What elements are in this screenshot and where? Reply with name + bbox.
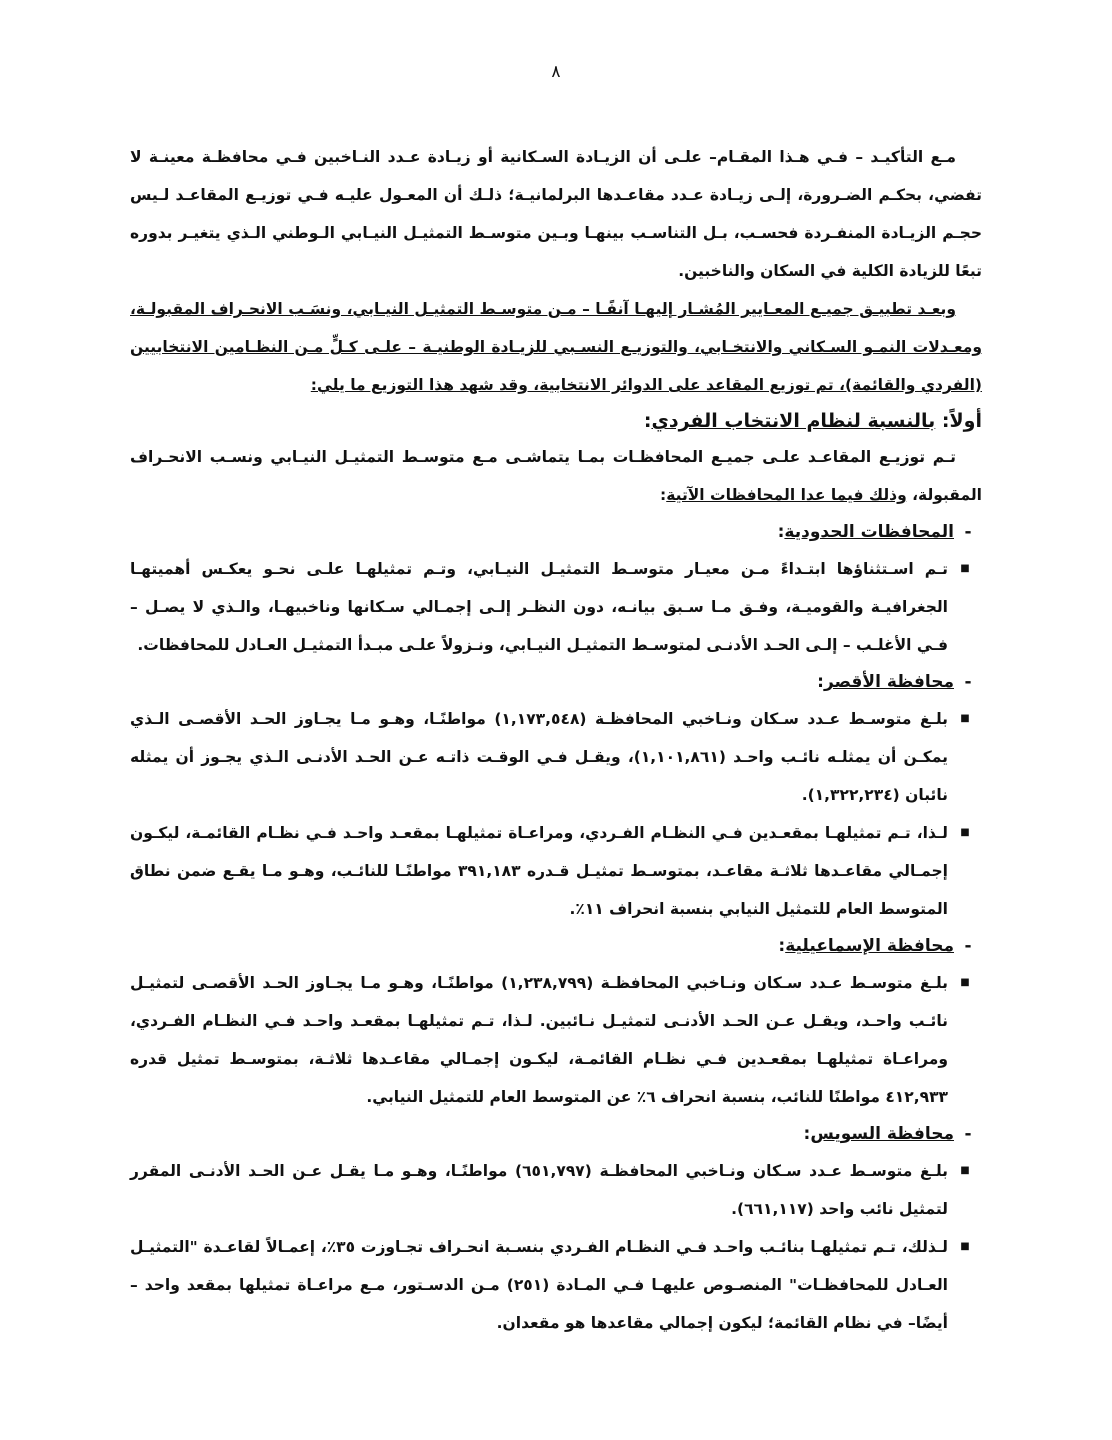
bullet-text: تـم اسـتثناؤها ابتـداءً مـن معيـار متوسـط التمثيـل النيـابي، وتـم تمثيلهـا علـى نحـو يعكـس أهميتهـا الجغرافيـة والقوميـة، وفـق مـا سـبق بيانـه، دون النظـر إلـى إجمـالي سـكانها وناخبيهـا، والـذي لا يصـل – فـي الأغلـب – إلـى الحـد الأدنـى لمتوسـط التمثيـل النيـابي، ونـزولاً علـى مبـدأ التمثيـل العـادل للمحافظات. bbox=[130, 560, 948, 654]
bullet-text: لـذا، تـم تمثيلهـا بمقعـدين فـي النظـام الفـردي، ومراعـاة تمثيلهـا بمقعـد واحـد فـي نظـام القائمـة، ليكـون إجمـالي مقاعـدها ثلاثـة مقاعـد، بمتوسـط تمثيـل قـدره ٣٩١,١٨٣ مواطنًـا للنائـب، وهـو مـا يقـع ضمن نطاق المتوسط العام للتمثيل النيابي بنسبة انحراف ١١٪. bbox=[130, 824, 948, 918]
group-title: محافظة السويس bbox=[810, 1124, 954, 1144]
dash-marker: - bbox=[964, 936, 972, 956]
square-bullet-icon: ■ bbox=[960, 1241, 970, 1252]
square-bullet-icon: ■ bbox=[960, 563, 970, 574]
list-item bbox=[130, 964, 982, 1116]
group-title: محافظة الأقصر bbox=[823, 672, 954, 692]
list-item bbox=[130, 814, 982, 928]
section-heading-colon: : bbox=[643, 410, 652, 432]
square-bullet-icon: ■ bbox=[960, 977, 970, 988]
bullet-text: لـذلك، تـم تمثيلهـا بنائـب واحـد فـي النظـام الفـردي بنسـبة انحـراف تجـاوزت ٣٥٪، إعمـالاً لقاعـدة "التمثيـل العـادل للمحافظـات" المنصـوص عليهـا فـي المـادة (٢٥١) مـن الدسـتور، مـع مراعـاة تمثيلها بمقعد واحد – أيضًا– في نظام القائمة؛ ليكون إجمالي مقاعدها هو مقعدان. bbox=[130, 1238, 949, 1332]
section-paragraph-colon: : bbox=[660, 486, 667, 504]
intro-paragraph-1: مـع التأكيـد – فـي هـذا المقـام– علـى أن الزيـادة السـكانية أو زيـادة عـدد النـاخبين فـي محافظـة معينـة لا تفضي، بحكـم الضـرورة، إلـى زيـادة عـدد مقاعـدها البرلمانيـة؛ ذلـك أن المعـول عليـه فـي توزيـع المقاعـد لـيس حجـم الزيـادة المنفـردة فحسـب، بـل التناسـب بينهـا وبـين متوسـط التمثيـل النيـابي الـوطني الـذي يتغيـر بدوره تبعًا للزيادة الكلية في السكان والناخبين. bbox=[130, 148, 982, 280]
square-bullet-icon: ■ bbox=[960, 713, 970, 724]
section-heading bbox=[130, 404, 982, 438]
bullet-list-suez bbox=[130, 1152, 982, 1342]
list-item bbox=[130, 1152, 982, 1228]
group-title-colon: : bbox=[803, 1124, 811, 1144]
bullet-list-luxor bbox=[130, 700, 982, 928]
section-paragraph-main: تـم توزيـع المقاعـد علـى جميـع المحافظـات بمـا يتماشـى مـع متوسـط التمثيـل النيـابي ونسـب الانحـراف المقبولة، bbox=[130, 448, 982, 504]
group-title-colon: : bbox=[817, 672, 824, 692]
list-item bbox=[130, 550, 982, 664]
bullet-list-ismailia bbox=[130, 964, 982, 1116]
list-item bbox=[130, 700, 982, 814]
page-number: ٨ bbox=[551, 62, 561, 82]
group-title: محافظة الإسماعيلية bbox=[785, 936, 954, 956]
intro-paragraph-2-text: وبعـد تطبيـق جميـع المعـايير المُشـار إليهـا آنفًـا – مـن متوسـط التمثيـل النيـابي، ونسَـب الانحـراف المقبولـة، ومعـدلات النمـو السـكاني والانتخـابي، والتوزيـع النسـبي للزيـادة الوطنيـة – علـى كـلٍّ مـن النظـامين الانتخابيين (الفردي والقائمة)، تم توزيع المقاعد على الدوائر الانتخابية، وقد شهد هذا التوزيع ما يلي: bbox=[130, 300, 982, 394]
group-title-colon: : bbox=[778, 936, 786, 956]
document-body bbox=[130, 138, 982, 1342]
dash-marker: - bbox=[964, 1124, 972, 1144]
group-heading-ismailia bbox=[130, 928, 982, 964]
group-heading-suez bbox=[130, 1116, 982, 1152]
group-heading-border-governorates bbox=[130, 514, 982, 550]
section-paragraph bbox=[130, 438, 982, 514]
square-bullet-icon: ■ bbox=[960, 827, 970, 838]
bullet-text: بلـغ متوسـط عـدد سـكان ونـاخبي المحافظـة (١,١٧٣,٥٤٨) مواطنًـا، وهـو مـا يجـاوز الحـد الأقصـى الـذي يمكـن أن يمثلـه نائـب واحـد (١,١٠١,٨٦١)، ويقـل فـي الوقـت ذاتـه عـن الحـد الأدنـى الـذي يجـوز أن يمثله نائبان (١,٣٢٢,٢٣٤). bbox=[130, 710, 948, 804]
section-heading-text: بالنسبة لنظام الانتخاب الفردي bbox=[651, 410, 936, 432]
bullet-text: بلـغ متوسـط عـدد سـكان ونـاخبي المحافظـة (٦٥١,٧٩٧) مواطنًـا، وهـو مـا يقـل عـن الحـد الأدنـى المقرر لتمثيل نائب واحد (٦٦١,١١٧). bbox=[130, 1162, 948, 1218]
section-paragraph-underlined: وذلك فيما عدا المحافظات الآتية bbox=[666, 486, 907, 504]
dash-marker: - bbox=[964, 672, 972, 692]
dash-marker: - bbox=[964, 522, 972, 542]
section-heading-number: أولاً: bbox=[941, 410, 982, 432]
bullet-text: بلـغ متوسـط عـدد سـكان ونـاخبي المحافظـة (١,٢٣٨,٧٩٩) مواطنًـا، وهـو مـا يجـاوز الحـد الأقصـى لتمثيـل نائـب واحـد، ويقـل عـن الحـد الأدنـى لتمثيـل نـائبين. لـذا، تـم تمثيلهـا بمقعـد واحـد فـي النظـام الفـردي، ومراعـاة تمثيلهـا بمقعـدين فـي نظـام القائمـة، ليكـون إجمـالي مقاعـدها ثلاثـة، بمتوسـط تمثيل قدره ٤١٢,٩٣٣ مواطنًا للنائب، بنسبة انحراف ٦٪ عن المتوسط العام للتمثيل النيابي. bbox=[130, 974, 948, 1106]
list-item bbox=[130, 1228, 982, 1342]
group-title: المحافظات الحدودية bbox=[784, 522, 954, 542]
bullet-list-border-governorates bbox=[130, 550, 982, 664]
intro-paragraph-2 bbox=[130, 290, 982, 404]
group-title-colon: : bbox=[777, 522, 785, 542]
group-heading-luxor bbox=[130, 664, 982, 700]
square-bullet-icon: ■ bbox=[960, 1165, 970, 1176]
